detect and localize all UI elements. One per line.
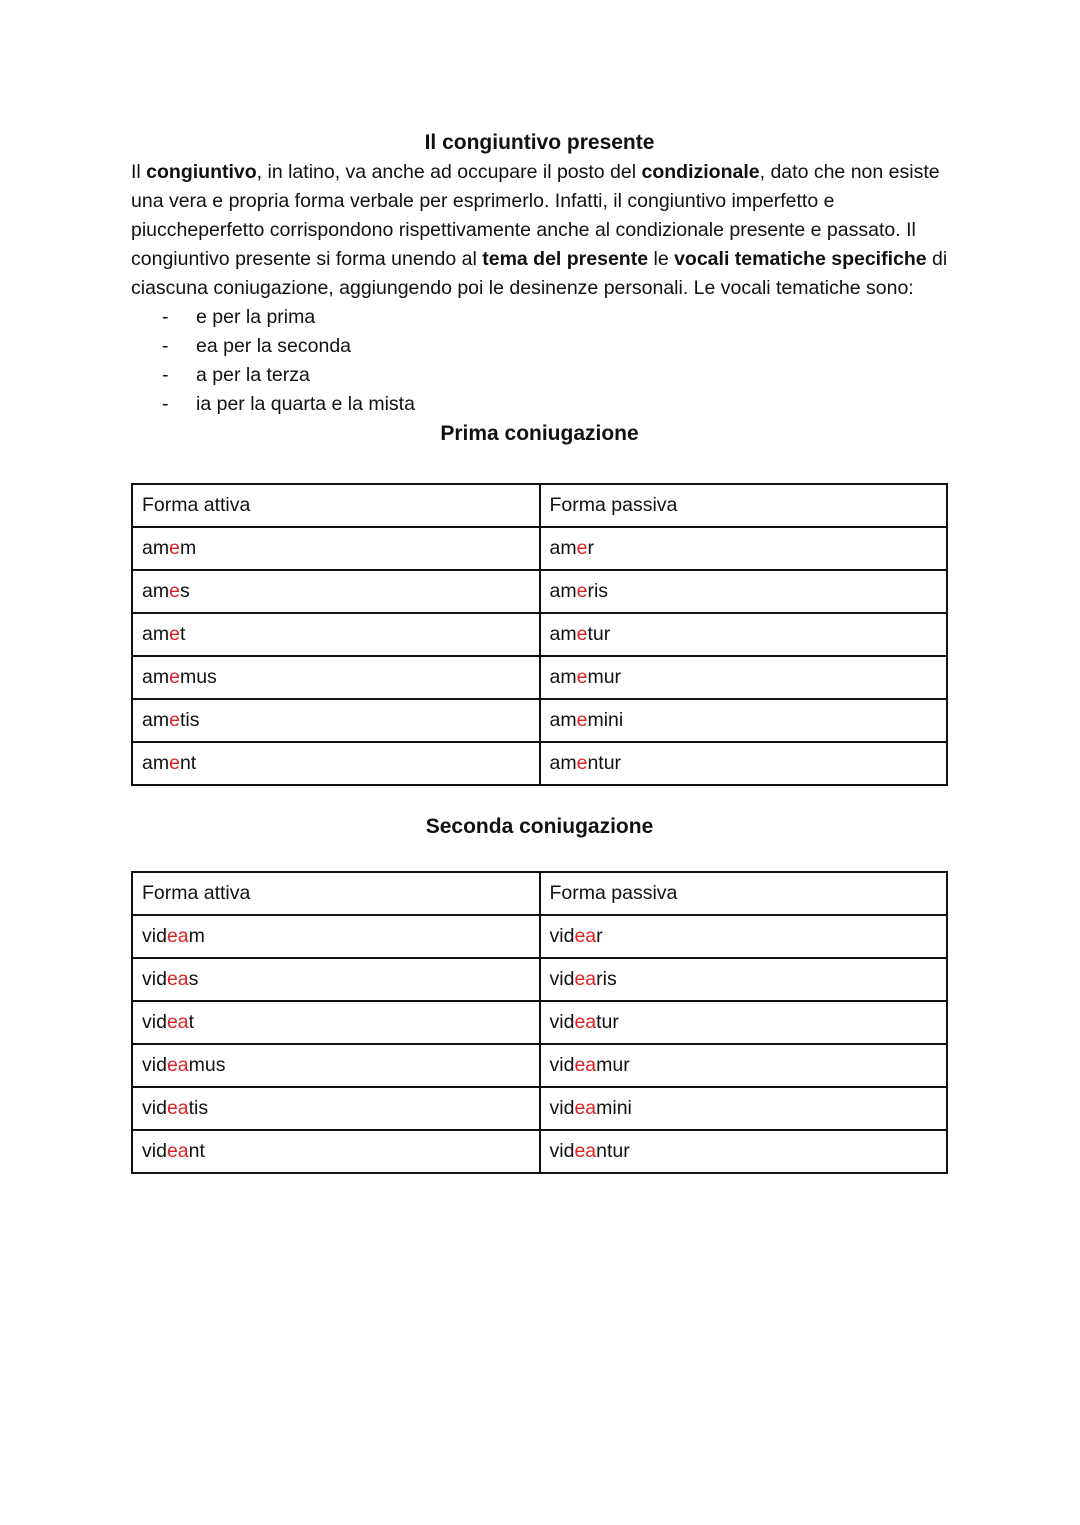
thematic-vowel: ea	[574, 925, 597, 947]
conjugation-table-prima	[131, 483, 948, 786]
passive-form-cell	[540, 527, 948, 570]
word-part: am	[549, 709, 577, 731]
word-part: s	[188, 968, 199, 990]
header-active-form: Forma attiva	[132, 872, 540, 915]
section-title-prima: Prima coniugazione	[440, 422, 639, 445]
word-part: vid	[142, 1011, 167, 1033]
word-part: s	[179, 580, 190, 602]
word-part: vid	[549, 925, 575, 947]
word-part: nt	[179, 752, 197, 774]
passive-form-cell	[540, 1130, 948, 1173]
thematic-vowel: ea	[574, 1011, 597, 1033]
word-part: vid	[142, 1097, 167, 1119]
thematic-vowel: ea	[574, 1054, 597, 1076]
thematic-vowel: ea	[166, 968, 189, 990]
word-part: nt	[188, 1140, 205, 1162]
thematic-vowels-list	[131, 303, 948, 419]
list-item: - ia per la quarta e la mista	[131, 390, 948, 419]
word-part: vid	[142, 925, 167, 947]
intro-text: , dato che non esiste una vera e propria forma verbale per esprimerlo. Infatti, il congiuntivo imperfetto e piuccheperfetto corrispondono rispettivamente anche al condizionale presente e passato. Il congiuntivo presente si forma unendo al	[131, 161, 940, 270]
passive-form-cell	[540, 958, 948, 1001]
active-form-cell	[132, 570, 540, 613]
intro-text: di ciascuna coniugazione, aggiungendo poi le desinenze personali. Le vocali tematiche sono:	[131, 248, 948, 299]
table-header-row	[132, 484, 947, 527]
thematic-vowel: e	[169, 580, 180, 602]
table-row	[132, 699, 947, 742]
list-bullet: -	[162, 393, 169, 415]
thematic-vowel: e	[576, 752, 588, 774]
word-part: m	[179, 537, 197, 559]
intro-text: le	[648, 248, 675, 270]
word-part: ntur	[596, 1140, 630, 1162]
active-form-cell	[132, 613, 540, 656]
passive-form-cell	[540, 570, 948, 613]
word-part: mur	[587, 666, 622, 688]
active-form-cell	[132, 1087, 540, 1130]
intro-text: , in latino, va anche ad occupare il posto del	[256, 161, 642, 183]
word-part: am	[549, 666, 577, 688]
passive-form-cell	[540, 915, 948, 958]
word-part: mini	[596, 1097, 632, 1119]
header-passive-form: Forma passiva	[540, 872, 948, 915]
thematic-vowel: e	[576, 623, 588, 645]
word-part: vid	[549, 1097, 575, 1119]
active-form-cell	[132, 1044, 540, 1087]
word-part: am	[142, 580, 170, 602]
intro-paragraph	[131, 158, 948, 303]
word-part: r	[596, 925, 603, 947]
word-part: mur	[596, 1054, 630, 1076]
word-part: am	[549, 537, 577, 559]
passive-form-cell	[540, 1044, 948, 1087]
word-part: ris	[596, 968, 617, 990]
table-row	[132, 1044, 947, 1087]
thematic-vowel: e	[576, 580, 588, 602]
word-part: am	[549, 752, 577, 774]
word-part: am	[142, 709, 170, 731]
active-form-cell	[132, 527, 540, 570]
word-part: vid	[142, 968, 167, 990]
word-part: mus	[188, 1054, 226, 1076]
active-form-cell	[132, 915, 540, 958]
active-form-cell	[132, 958, 540, 1001]
list-item: - e per la prima	[131, 303, 948, 332]
thematic-vowel: e	[576, 709, 588, 731]
active-form-cell	[132, 656, 540, 699]
intro-text: Il	[131, 161, 147, 183]
word-part: tis	[179, 709, 200, 731]
passive-form-cell	[540, 742, 948, 785]
bold-term: vocali tematiche specifiche	[674, 248, 927, 270]
passive-form-cell	[540, 613, 948, 656]
word-part: m	[188, 925, 205, 947]
passive-form-cell	[540, 1087, 948, 1130]
thematic-vowel: ea	[574, 1097, 597, 1119]
word-part: vid	[549, 968, 575, 990]
word-part: r	[587, 537, 594, 559]
passive-form-cell	[540, 656, 948, 699]
word-part: t	[179, 623, 186, 645]
header-active-form: Forma attiva	[132, 484, 540, 527]
word-part: ris	[587, 580, 609, 602]
thematic-vowel: ea	[166, 1011, 189, 1033]
thematic-vowel: ea	[166, 1140, 189, 1162]
thematic-vowel: e	[576, 666, 588, 688]
bold-term: congiuntivo	[146, 161, 257, 183]
thematic-vowel: e	[576, 537, 588, 559]
active-form-cell	[132, 699, 540, 742]
table-row	[132, 656, 947, 699]
table-row	[132, 613, 947, 656]
list-bullet: -	[162, 364, 169, 386]
word-part: am	[142, 666, 170, 688]
word-part: tis	[188, 1097, 209, 1119]
list-item: - ea per la seconda	[131, 332, 948, 361]
word-part: tur	[587, 623, 611, 645]
table-row	[132, 1130, 947, 1173]
word-part: am	[549, 580, 577, 602]
table-row	[132, 915, 947, 958]
word-part: vid	[549, 1054, 575, 1076]
bold-term: tema del presente	[482, 248, 649, 270]
word-part: am	[142, 623, 170, 645]
document-title: Il congiuntivo presente	[424, 131, 655, 154]
list-bullet: -	[162, 306, 169, 328]
word-part: vid	[549, 1011, 575, 1033]
thematic-vowel: e	[169, 537, 180, 559]
active-form-cell	[132, 1001, 540, 1044]
word-part: vid	[142, 1054, 167, 1076]
word-part: mini	[587, 709, 624, 731]
list-bullet: -	[162, 335, 169, 357]
thematic-vowel: ea	[574, 968, 597, 990]
table-row	[132, 1087, 947, 1130]
document-page	[131, 128, 948, 1174]
table-row	[132, 958, 947, 1001]
thematic-vowel: e	[169, 623, 180, 645]
table-row	[132, 570, 947, 613]
word-part: t	[188, 1011, 195, 1033]
table-header-row	[132, 872, 947, 915]
thematic-vowel: ea	[166, 1054, 189, 1076]
table-row	[132, 527, 947, 570]
word-part: tur	[596, 1011, 619, 1033]
word-part: vid	[142, 1140, 167, 1162]
list-item: - a per la terza	[131, 361, 948, 390]
table-row	[132, 1001, 947, 1044]
word-part: ntur	[587, 752, 622, 774]
passive-form-cell	[540, 1001, 948, 1044]
word-part: am	[142, 752, 170, 774]
word-part: mus	[179, 666, 217, 688]
thematic-vowel: ea	[166, 1097, 189, 1119]
section-title-seconda: Seconda coniugazione	[425, 815, 654, 838]
header-passive-form: Forma passiva	[540, 484, 948, 527]
active-form-cell	[132, 1130, 540, 1173]
active-form-cell	[132, 742, 540, 785]
conjugation-table-seconda	[131, 871, 948, 1174]
thematic-vowel: e	[169, 709, 180, 731]
passive-form-cell	[540, 699, 948, 742]
thematic-vowel: e	[169, 666, 180, 688]
word-part: am	[142, 537, 170, 559]
thematic-vowel: e	[169, 752, 180, 774]
word-part: am	[549, 623, 577, 645]
thematic-vowel: ea	[166, 925, 189, 947]
table-row	[132, 742, 947, 785]
word-part: vid	[549, 1140, 575, 1162]
thematic-vowel: ea	[574, 1140, 597, 1162]
bold-term: condizionale	[641, 161, 760, 183]
